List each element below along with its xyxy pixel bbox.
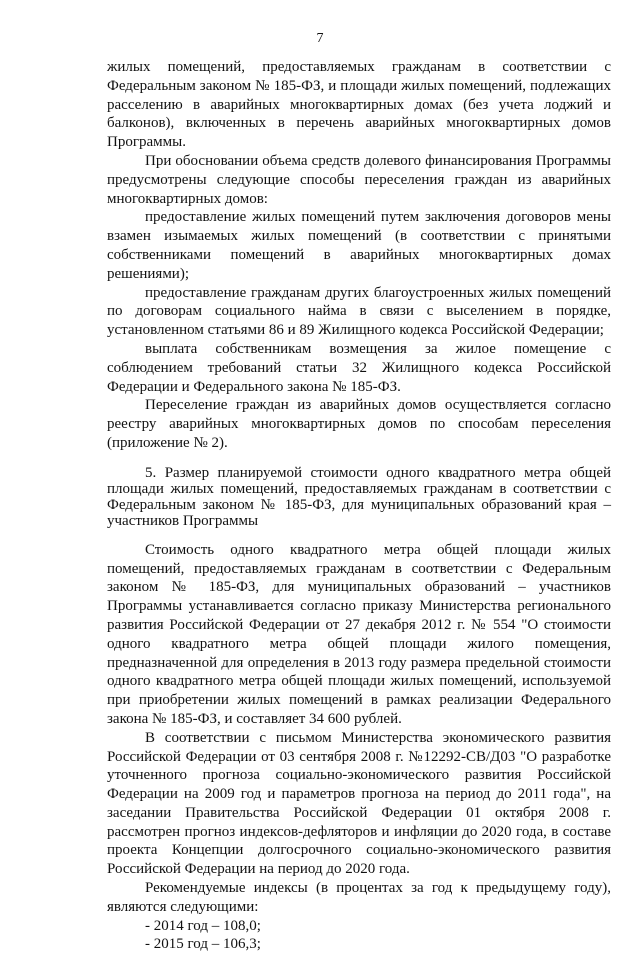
paragraph-recommended-indexes: Рекомендуемые индексы (в процентах за год к предыдущему году), являются следующими: [107,880,611,915]
section-heading: 5. Размер планируемой стоимости одного квадратного метра общей площади жилых помещений, предоставляемых гражданам в соответствии с Федеральным законом № 185-ФЗ, для муниципальных образований края – участников Программы [107,464,611,529]
list-item: - 2014 год – 108,0; [145,917,261,934]
paragraph-resettlement-methods: При обосновании объема средств долевого финансирования Программы предусмотрены следующие способы переселения граждан из аварийных многоквартирных домов: [107,152,611,207]
paragraph-compensation: выплата собственникам возмещения за жилое помещение с соблюдением требований статьи 32 Жилищного кодекса Российской Федерации и Федерального закона № 185-ФЗ. [107,340,611,395]
paragraph-forecast: В соответствии с письмом Министерства экономического развития Российской Федерации от 03 сентября 2008 г. №12292-СВ/Д03 "О разработке уточненного прогноза социально-экономического развития Российской Федерации на 2009 год и параметров прогноза на период до 2011 года", на заседании Правительства Российской Федерации 01 октября 2008 г. рассмотрен прогноз индексов-дефляторов и инфляции до 2020 года, в составе проекта Концепции долгосрочного социально-экономического развития Российской Федерации на период до 2020 года. [107,729,611,878]
paragraph-cost-per-meter: Стоимость одного квадратного метра общей площади жилых помещений, предоставляемых гражданам в соответствии с Федеральным законом № 185-ФЗ, для муниципальных образований – участников Программы устанавливается согласно приказу Министерства регионального развития Российской Федерации от 27 декабря 2012 г. № 554 "О стоимости одного квадратного метра общей площади жилого помещения, предназначенной для определения в 2013 году размера предельной стоимости одного квадратного метра общей площади жилых помещений, используемой при приобретении жилых помещений в рамках реализации Федерального закона № 185-ФЗ, и составляет 34 600 рублей. [107,541,611,727]
paragraph-registry: Переселение граждан из аварийных домов осуществляется согласно реестру аварийных многоквартирных домов по способам переселения (приложение № 2). [107,397,611,451]
paragraph-social-rent: предоставление гражданам других благоустроенных жилых помещений по договорам социального найма в связи с выселением в порядке, установленном статьями 86 и 89 Жилищного кодекса Российской Федерации; [107,284,611,339]
paragraph-living-space: жилых помещений, предоставляемых гражданам в соответствии с Федеральным законом № 185-ФЗ, и площади жилых помещений, подлежащих расселению в аварийных многоквартирных домах (без учета лоджий и балконов), включенных в перечень аварийных многоквартирных домов Программы. [107,59,611,151]
list-item: - 2015 год – 106,3; [145,936,261,953]
page-number: 7 [316,31,324,46]
paragraph-exchange-contracts: предоставление жилых помещений путем заключения договоров мены взамен изымаемых жилых помещений (в соответствии с принятыми собственниками помещений в аварийных многоквартирных домах решениями); [107,209,611,282]
document-body [107,58,611,954]
